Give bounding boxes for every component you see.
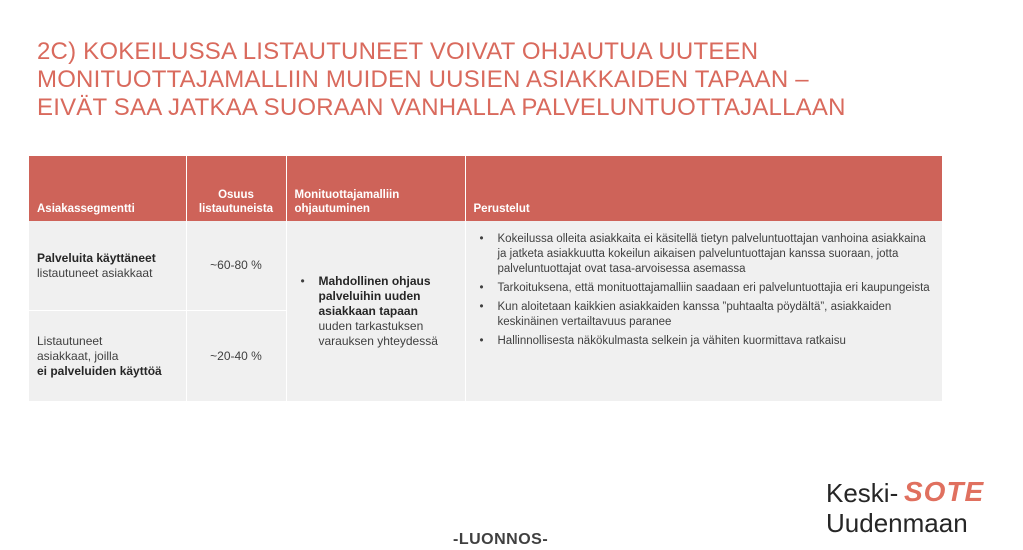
reason-item: • Tarkoituksena, että monituottajamalliin saadaan eri palveluntuottajia eri kaupungeista [479,282,930,294]
header-share: Osuus listautuneista [186,156,286,221]
reason-item: • Hallinnollisesta näkökulmasta selkein ja vähiten kuormittava ratkaisu [479,335,846,347]
share-cell-2: ~20-40 % [186,311,286,402]
title-line-1: 2C) KOKEILUSSA LISTAUTUNEET VOIVAT OHJAUTUA UUTEEN [37,38,759,65]
header-segment: Asiakassegmentti [29,156,186,221]
header-guidance: Monituottajamalliin ohjautuminen [286,156,465,221]
reason-item: • Kokeilussa olleita asiakkaita ei käsitellä tietyn palveluntuottajan vanhoina asiakkaina ja jatketa asiakkuutta kokeilun aikaisen palveluntuottajan kanssa suoraan, jotta palveluntuottajat ovat tasa-arvoisessa asemassa [479,233,926,275]
draft-label: -LUONNOS- [453,531,549,548]
logo-word-sote: SOTE [904,476,985,507]
slide-title [37,38,897,122]
segment-table [29,156,943,401]
reason-item: • Kun aloitetaan kaikkien asiakkaiden kanssa ”puhtaalta pöydältä”, asiakkaiden keskinäinen vertailtavuus paranee [479,301,892,328]
reasons-list [474,232,934,349]
share-cell-1: ~60-80 % [186,221,286,311]
segment-cell-1: Palveluita käyttäneet listautuneet asiakkaat [29,221,186,311]
logo-word-uudenmaan: Uudenmaan [826,508,968,538]
table-header-row [29,156,942,221]
keski-sote-logo [826,478,1006,538]
header-reasons: Perustelut [465,156,942,221]
title-line-3: EIVÄT SAA JATKAA SUORAAN VANHALLA PALVELUNTUOTTAJALLAAN [37,94,846,121]
reasons-cell [465,221,942,401]
guidance-cell: • Mahdollinen ohjaus palveluihin uuden asiakkaan tapaan uuden tarkastuksen varauksen yhteydessä [286,221,465,401]
title-line-2: MONITUOTTAJAMALLIIN MUIDEN UUSIEN ASIAKKAIDEN TAPAAN – [37,66,809,93]
logo-word-keski: Keski- [826,478,899,508]
table-row [29,221,942,311]
segment-cell-2: Listautuneet asiakkaat, joilla ei palveluiden käyttöä [29,311,186,402]
